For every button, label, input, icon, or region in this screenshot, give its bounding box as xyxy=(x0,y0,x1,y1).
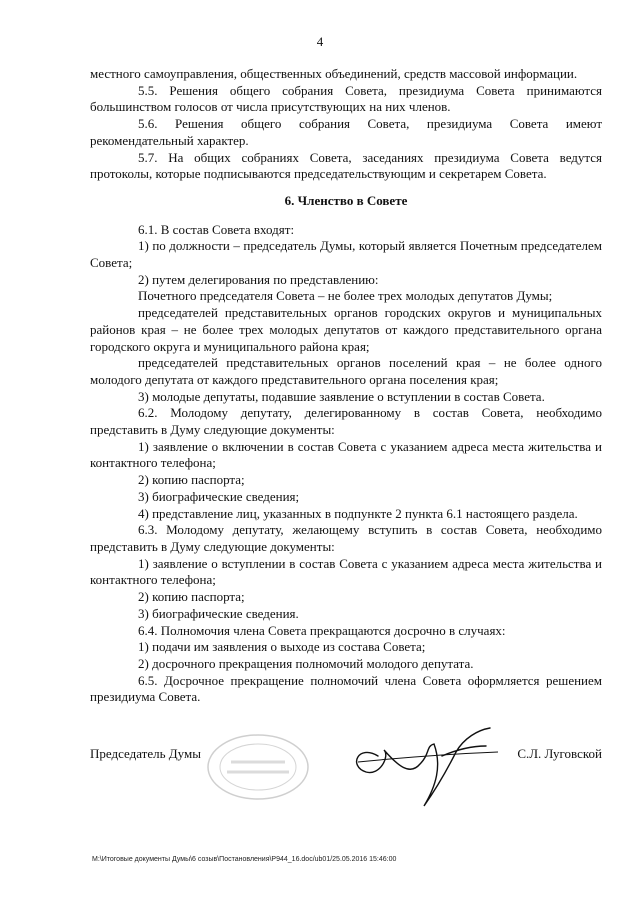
signatory-title: Председатель Думы xyxy=(90,746,201,761)
paragraph: 4) представление лиц, указанных в подпункте 2 пункта 6.1 настоящего раздела. xyxy=(138,505,578,521)
paragraph: 5.7. На общих собраниях Совета, заседаниях президиума Совета ведутся протоколы, которые подписываются председательствующим и секретарем Совета. xyxy=(90,149,602,182)
paragraph: 1) подачи им заявления о выходе из состава Совета; xyxy=(138,639,426,655)
paragraph: 6.1. В состав Совета входят: xyxy=(138,221,295,237)
paragraph: 3) биографические сведения. xyxy=(138,605,299,621)
paragraph: 3) молодые депутаты, подавшие заявление о вступлении в состав Совета. xyxy=(138,388,545,404)
paragraph: 2) копию паспорта; xyxy=(138,589,245,605)
paragraph: 1) заявление о вступлении в состав Совета с указанием адреса места жительства и контактного телефона; xyxy=(90,555,602,588)
paragraph: 6.5. Досрочное прекращение полномочий члена Совета оформляется решением президиума Совета. xyxy=(90,672,602,705)
paragraphs-before xyxy=(90,66,602,183)
paragraph: 6.4. Полномочия члена Совета прекращаются досрочно в случаях: xyxy=(138,622,506,638)
paragraphs-after xyxy=(90,222,602,706)
signature-row xyxy=(90,746,602,826)
paragraph: 6.2. Молодому депутату, делегированному в состав Совета, необходимо представить в Думу следующие документы: xyxy=(90,405,602,438)
paragraph: председателей представительных органов поселений края – не более одного молодого депутата от каждого представительного органа поселения края; xyxy=(90,355,602,387)
paragraph: местного самоуправления, общественных объединений, средств массовой информации. xyxy=(90,66,578,81)
paragraph: 5.6. Решения общего собрания Совета, президиума Совета имеют рекомендательный характер. xyxy=(90,116,602,148)
signatory-name: С.Л. Луговской xyxy=(517,746,602,761)
paragraph: 1) по должности – председатель Думы, который является Почетным председателем Совета; xyxy=(90,238,602,271)
paragraph: 2) копию паспорта; xyxy=(138,472,245,488)
paragraph: 3) биографические сведения; xyxy=(138,488,300,504)
handwritten-signature-image xyxy=(338,716,538,816)
paragraph: Почетного председателя Совета – не более трех молодых депутатов Думы; xyxy=(138,288,553,304)
paragraph: 6.3. Молодому депутату, желающему вступить в состав Совета, необходимо представить в Думу следующие документы: xyxy=(90,522,602,554)
section-heading: 6. Членство в Совете xyxy=(284,192,408,208)
footer-file-path: M:\Итоговые документы Думы\6 созыв\Постановления\P944_16.doc/ub01/25.05.2016 15:46:00 xyxy=(92,856,397,863)
page-number: 4 xyxy=(316,34,324,49)
paragraph: 5.5. Решения общего собрания Совета, президиума Совета принимаются большинством голосов от числа присутствующих на них членов. xyxy=(90,82,602,115)
paragraph: 1) заявление о включении в состав Совета с указанием адреса места жительства и контактного телефона; xyxy=(90,438,602,471)
seal-stamp-image xyxy=(203,732,313,802)
paragraph: 2) путем делегирования по представлению: xyxy=(138,271,379,287)
document-body xyxy=(90,66,602,706)
paragraph: 2) досрочного прекращения полномочий молодого депутата. xyxy=(138,655,474,671)
paragraph: председателей представительных органов городских округов и муниципальных районов края – не более трех молодых депутатов от каждого представительного органа городского округа и муниципального района края; xyxy=(90,305,602,354)
